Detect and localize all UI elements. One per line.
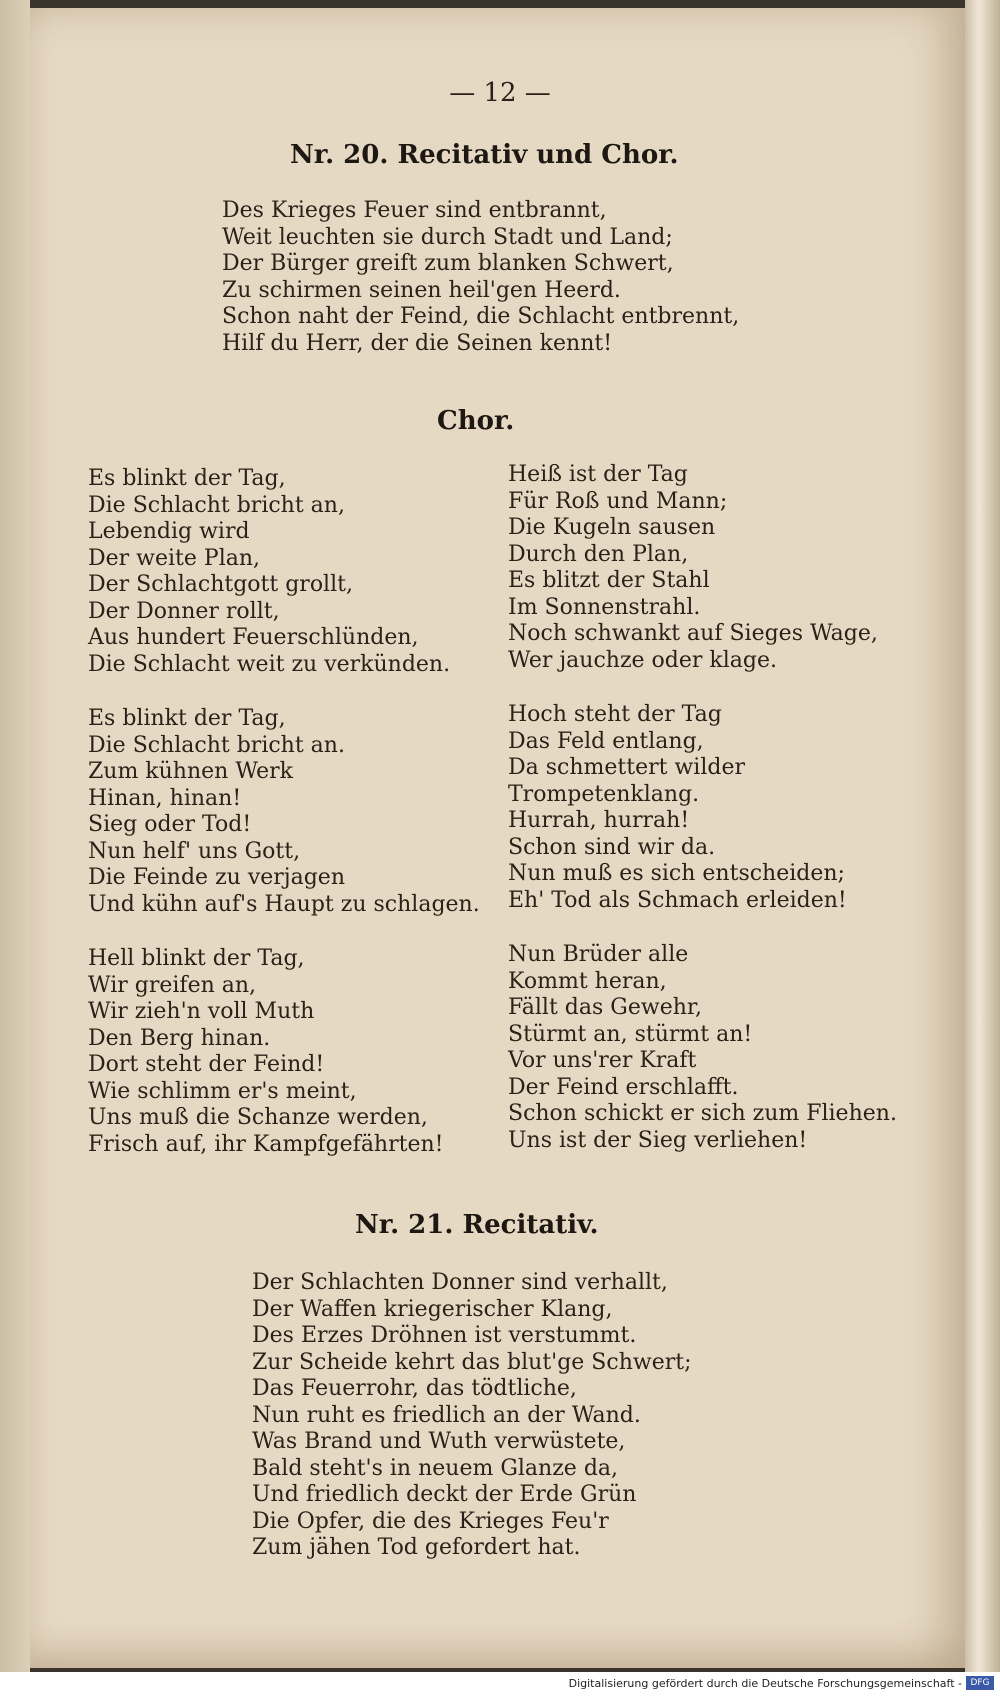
- stanza-gap: [508, 674, 897, 702]
- chor-heading: Chor.: [437, 406, 515, 436]
- verse-line: Uns muß die Schanze werden,: [88, 1105, 428, 1130]
- verse-line: Der Feind erschlafft.: [508, 1074, 739, 1100]
- verse-line: Es blinkt der Tag,: [88, 706, 286, 731]
- page-right-edge: [965, 0, 1000, 1696]
- verse-line: Der Donner rollt,: [88, 598, 280, 624]
- verse-line: Schon sind wir da.: [508, 834, 716, 860]
- verse-line: Kommt heran,: [508, 968, 667, 994]
- nr20-text: [222, 198, 739, 357]
- verse-line: Wir greifen an,: [88, 972, 257, 998]
- page-left-edge: [0, 0, 30, 1696]
- verse-line: Heiß ist der Tag: [508, 462, 688, 487]
- verse-line: Zum jähen Tod gefordert hat.: [252, 1535, 581, 1560]
- verse-line: Nun muß es sich entscheiden;: [508, 861, 845, 886]
- stanza-gap: [508, 914, 897, 942]
- verse-line: Schon schickt er sich zum Fliehen.: [508, 1101, 897, 1126]
- verse-line: Und kühn auf's Haupt zu schlagen.: [88, 891, 480, 917]
- verse-line: Es blitzt der Stahl: [508, 568, 710, 593]
- nr20-heading: Nr. 20. Recitativ und Chor.: [290, 140, 679, 170]
- verse-line: Die Opfer, die des Krieges Feu'r: [252, 1508, 609, 1534]
- verse-line: Weit leuchten sie durch Stadt und Land;: [222, 224, 673, 250]
- verse-line: Wie schlimm er's meint,: [88, 1078, 357, 1104]
- verse-line: Vor uns'rer Kraft: [508, 1048, 697, 1073]
- stanza-gap: [88, 918, 480, 946]
- verse-line: Die Schlacht weit zu verkünden.: [88, 651, 451, 677]
- verse-line: Den Berg hinan.: [88, 1025, 271, 1051]
- page-number: — 12 —: [449, 78, 551, 108]
- nr21-heading: Nr. 21. Recitativ.: [355, 1210, 599, 1240]
- verse-line: Stürmt an, stürmt an!: [508, 1021, 753, 1047]
- verse-line: Frisch auf, ihr Kampfgefährten!: [88, 1131, 444, 1157]
- verse-line: Hilf du Herr, der die Seinen kennt!: [222, 330, 613, 356]
- verse-line: Im Sonnenstrahl.: [508, 594, 701, 620]
- verse-line: Der Schlachtgott grollt,: [88, 572, 353, 597]
- verse-line: Die Kugeln sausen: [508, 515, 716, 540]
- verse-line: Die Schlacht bricht an,: [88, 492, 345, 518]
- verse-line: Hell blinkt der Tag,: [88, 946, 305, 971]
- verse-line: Trompetenklang.: [508, 781, 700, 807]
- verse-line: Uns ist der Sieg verliehen!: [508, 1127, 808, 1153]
- verse-line: Zur Scheide kehrt das blut'ge Schwert;: [252, 1349, 692, 1375]
- verse-line: Hoch steht der Tag: [508, 702, 722, 727]
- verse-line: Fällt das Gewehr,: [508, 995, 702, 1020]
- verse-line: Die Schlacht bricht an.: [88, 732, 345, 758]
- chor-right-column: [508, 462, 897, 1154]
- verse-line: Wir zieh'n voll Muth: [88, 999, 315, 1024]
- verse-line: Der weite Plan,: [88, 545, 261, 571]
- verse-line: Aus hundert Feuerschlünden,: [88, 625, 419, 650]
- verse-line: Des Krieges Feuer sind entbrannt,: [222, 198, 607, 223]
- stanza-gap: [88, 678, 480, 706]
- verse-line: Des Erzes Dröhnen ist verstummt.: [252, 1323, 637, 1348]
- verse-line: Zu schirmen seinen heil'gen Heerd.: [222, 277, 621, 303]
- verse-line: Eh' Tod als Schmach erleiden!: [508, 887, 847, 913]
- verse-line: Schon naht der Feind, die Schlacht entbrennt,: [222, 304, 740, 329]
- verse-line: Bald steht's in neuem Glanze da,: [252, 1455, 619, 1481]
- verse-line: Noch schwankt auf Sieges Wage,: [508, 621, 878, 646]
- verse-line: Der Schlachten Donner sind verhallt,: [252, 1270, 668, 1295]
- verse-line: Es blinkt der Tag,: [88, 466, 286, 491]
- verse-line: Hinan, hinan!: [88, 785, 242, 811]
- dfg-logo: DFG: [966, 1676, 994, 1690]
- verse-line: Und friedlich deckt der Erde Grün: [252, 1482, 637, 1507]
- verse-line: Nun helf' uns Gott,: [88, 838, 301, 864]
- verse-line: Das Feld entlang,: [508, 728, 704, 754]
- verse-line: Das Feuerrohr, das tödtliche,: [252, 1376, 577, 1401]
- footer-credit: Digitalisierung gefördert durch die Deutsche Forschungsgemeinschaft -: [568, 1677, 962, 1690]
- nr21-text: [252, 1270, 691, 1562]
- verse-line: Der Waffen kriegerischer Klang,: [252, 1296, 613, 1322]
- verse-line: Zum kühnen Werk: [88, 759, 294, 784]
- verse-line: Der Bürger greift zum blanken Schwert,: [222, 251, 674, 276]
- verse-line: Hurrah, hurrah!: [508, 808, 690, 833]
- verse-line: Sieg oder Tod!: [88, 812, 252, 837]
- verse-line: Lebendig wird: [88, 519, 250, 544]
- verse-line: Wer jauchze oder klage.: [508, 647, 777, 673]
- verse-line: Durch den Plan,: [508, 541, 689, 567]
- verse-line: Was Brand und Wuth verwüstete,: [252, 1429, 626, 1454]
- verse-line: Für Roß und Mann;: [508, 488, 728, 514]
- verse-line: Dort steht der Feind!: [88, 1052, 325, 1077]
- verse-line: Nun ruht es friedlich an der Wand.: [252, 1402, 641, 1428]
- chor-left-column: [88, 466, 480, 1158]
- verse-line: Nun Brüder alle: [508, 942, 689, 967]
- verse-line: Die Feinde zu verjagen: [88, 865, 345, 890]
- verse-line: Da schmettert wilder: [508, 755, 745, 780]
